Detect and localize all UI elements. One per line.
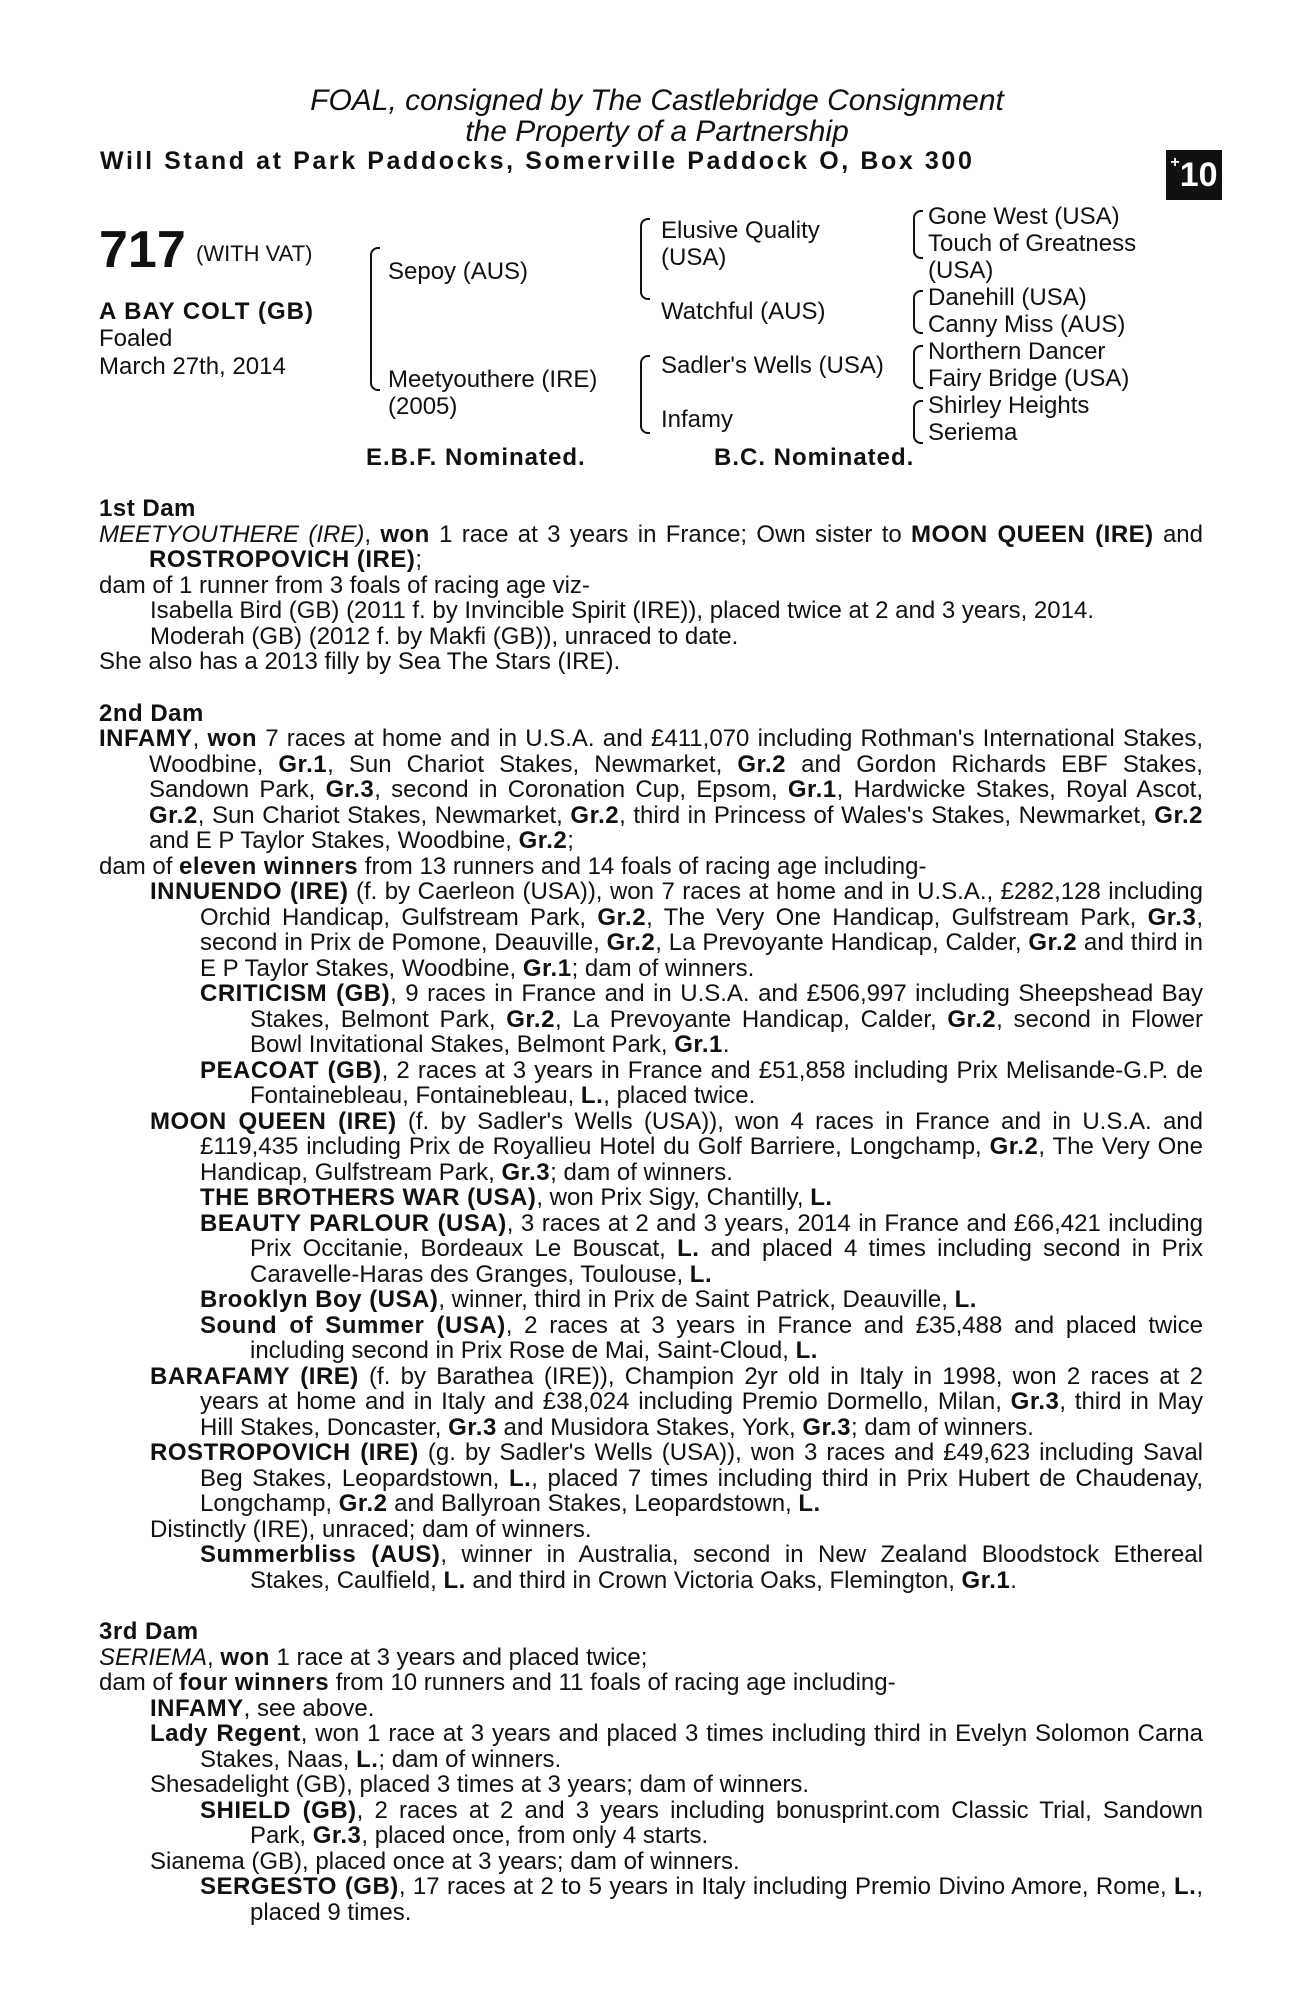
- pedigree-sdd: Canny Miss (AUS): [928, 311, 1126, 338]
- pedigree-sds: Danehill (USA): [928, 284, 1087, 311]
- pedigree-sire: Sepoy (AUS): [388, 258, 529, 285]
- pedigree-dsd: Fairy Bridge (USA): [928, 365, 1130, 392]
- ebf-nominated: E.B.F. Nominated.: [366, 444, 586, 471]
- pedigree-ddd: Seriema: [928, 419, 1018, 446]
- catalogue-body: [99, 496, 1203, 1925]
- third-dam-title: 3rd Dam: [99, 1618, 199, 1645]
- produce-lady-regent: Lady Regent, won 1 race at 3 years and placed 3 times including third in Evelyn Solomon Carna Stakes, Naas, L.; dam of winners.: [150, 1720, 1203, 1773]
- produce-beauty-parlour: BEAUTY PARLOUR (USA), 3 races at 2 and 3 years, 2014 in France and £66,421 including Prix Occitanie, Bordeaux Le Bouscat, L. and placed 4 times including second in Prix Caravelle-Haras des Granges, Toulouse, L.: [200, 1209, 1204, 1288]
- produce-innuendo: INNUENDO (IRE) (f. by Caerleon (USA)), won 7 races at home and in U.S.A., £282,128 including Orchid Handicap, Gulfstream Park, Gr.2, The Very One Handicap, Gulfstream Park, Gr.3, second in Prix de Pomone, Deauville, Gr.2, La Prevoyante Handicap, Calder, Gr.2 and third in E P Taylor Stakes, Woodbine, Gr.1; dam of winners.: [150, 878, 1203, 982]
- pedigree-sss: Gone West (USA): [928, 203, 1120, 230]
- first-dam-note: She also has a 2013 filly by Sea The Stars (IRE).: [99, 648, 621, 675]
- produce-isabella-bird: Isabella Bird (GB) (2011 f. by Invincible Spirit (IRE)), placed twice at 2 and 3 years, 2014.: [150, 597, 1094, 624]
- foaled-date: Foaled March 27th, 2014: [99, 325, 286, 380]
- vat-label: (WITH VAT): [196, 241, 313, 266]
- second-dam-record: INFAMY, won 7 races at home and in U.S.A. and £411,070 including Rothman's International Stakes, Woodbine, Gr.1, Sun Chariot Stakes, Newmarket, Gr.2 and Gordon Richards EBF Stakes, Sandown Park, Gr.3, second in Coronation Cup, Epsom, Gr.1, Hardwicke Stakes, Royal Ascot, Gr.2, Sun Chariot Stakes, Newmarket, Gr.2, third in Princess of Wales's Stakes, Newmarket, Gr.2 and E P Taylor Stakes, Woodbine, Gr.2;: [99, 725, 1203, 854]
- third-dam-produce: dam of four winners from 10 runners and 11 foals of racing age including-: [99, 1669, 896, 1696]
- produce-sound-of-summer: Sound of Summer (USA), 2 races at 3 years in France and £35,488 and placed twice including second in Prix Rose de Mai, Saint-Cloud, L.: [200, 1311, 1203, 1364]
- pedigree-sire-dam: Watchful (AUS): [661, 298, 826, 325]
- produce-shield: SHIELD (GB), 2 races at 2 and 3 years including bonusprint.com Classic Trial, Sandown Park, Gr.3, placed once, from only 4 starts.: [200, 1796, 1203, 1849]
- first-dam-record: MEETYOUTHERE (IRE), won 1 race at 3 years in France; Own sister to MOON QUEEN (IRE) and ROSTROPOVICH (IRE);: [99, 520, 1204, 573]
- brace-g3-1: [913, 210, 923, 259]
- produce-brooklyn-boy: Brooklyn Boy (USA), winner, third in Prix de Saint Patrick, Deauville, L.: [200, 1286, 977, 1313]
- produce-rostropovich: ROSTROPOVICH (IRE) (g. by Sadler's Wells (USA)), won 3 races and £49,623 including Saval Beg Stakes, Leopardstown, L., placed 7 times including third in Prix Hubert de Chaudenay, Longchamp, Gr.2 and Ballyroan Stakes, Leopardstown, L.: [150, 1439, 1203, 1517]
- produce-summerbliss: Summerbliss (AUS), winner in Australia, second in New Zealand Bloodstock Ethereal Stakes, Caulfield, L. and third in Crown Victoria Oaks, Flemington, Gr.1.: [200, 1541, 1203, 1594]
- second-dam-title: 2nd Dam: [99, 699, 204, 727]
- produce-criticism: CRITICISM (GB), 9 races in France and in U.S.A. and £506,997 including Sheepshead Bay Stakes, Belmont Park, Gr.2, La Prevoyante Handicap, Calder, Gr.2, second in Flower Bowl Invitational Stakes, Belmont Park, Gr.1.: [200, 980, 1203, 1058]
- produce-moderah: Moderah (GB) (2012 f. by Makfi (GB)), unraced to date.: [150, 622, 739, 650]
- pedigree-sire-sire: Elusive Quality (USA): [661, 217, 820, 271]
- consignor-line: FOAL, consigned by The Castlebridge Consignment: [310, 84, 1004, 117]
- produce-barafamy: BARAFAMY (IRE) (f. by Barathea (IRE)), Champion 2yr old in Italy in 1998, won 2 races at 2 years at home and in Italy and £38,024 including Premio Dormello, Milan, Gr.3, third in May Hill Stakes, Doncaster, Gr.3 and Musidora Stakes, York, Gr.3; dam of winners.: [150, 1362, 1203, 1441]
- pedigree-dam-dam: Infamy: [661, 406, 734, 433]
- produce-peacoat: PEACOAT (GB), 2 races at 3 years in France and £51,858 including Prix Melisande-G.P. de Fontainebleau, Fontainebleau, L., placed twice.: [200, 1056, 1203, 1109]
- pedigree-ssd: Touch of Greatness (USA): [928, 230, 1137, 284]
- first-dam-produce: dam of 1 runner from 3 foals of racing age viz-: [99, 571, 590, 599]
- brace-sire-side: [640, 218, 650, 300]
- produce-moon-queen: MOON QUEEN (IRE) (f. by Sadler's Wells (USA)), won 4 races in France and in U.S.A. and £119,435 including Prix de Royallieu Hotel du Golf Barriere, Longchamp, Gr.2, The Very One Handicap, Gulfstream Park, Gr.3; dam of winners.: [150, 1107, 1203, 1186]
- property-line: the Property of a Partnership: [465, 115, 849, 148]
- lot-name: A BAY COLT (GB): [99, 298, 315, 325]
- brace-gen1: [370, 247, 380, 391]
- produce-shesadelight: Shesadelight (GB), placed 3 times at 3 years; dam of winners.: [150, 1771, 809, 1798]
- stand-location: Will Stand at Park Paddocks, Somerville Paddock O, Box 300: [100, 147, 975, 175]
- brace-dam-side: [640, 355, 650, 434]
- produce-brothers-war: THE BROTHERS WAR (USA), won Prix Sigy, Chantilly, L.: [200, 1184, 833, 1211]
- third-dam-record: SERIEMA, won 1 race at 3 years and placed twice;: [99, 1643, 648, 1671]
- lot-tag-badge: + 10: [1166, 150, 1222, 200]
- pedigree-dam: Meetyouthere (IRE) (2005): [388, 366, 598, 420]
- pedigree-dds: Shirley Heights: [928, 392, 1090, 419]
- produce-infamy: INFAMY, see above.: [150, 1694, 375, 1722]
- pedigree-dam-sire: Sadler's Wells (USA): [661, 352, 884, 379]
- pedigree-dss: Northern Dancer: [928, 338, 1106, 365]
- produce-distinctly: Distinctly (IRE), unraced; dam of winners.: [150, 1515, 592, 1543]
- produce-sergesto: SERGESTO (GB), 17 races at 2 to 5 years in Italy including Premio Divino Amore, Rome, L., placed 9 times.: [200, 1873, 1204, 1926]
- lot-number: 717: [99, 221, 186, 279]
- produce-sianema: Sianema (GB), placed once at 3 years; dam of winners.: [150, 1847, 740, 1875]
- brace-g3-3: [913, 345, 923, 389]
- first-dam-title: 1st Dam: [99, 495, 196, 522]
- second-dam-produce: dam of eleven winners from 13 runners and 14 foals of racing age including-: [99, 852, 927, 880]
- brace-g3-2: [913, 290, 923, 334]
- bc-nominated: B.C. Nominated.: [714, 444, 915, 471]
- brace-g3-4: [913, 400, 923, 444]
